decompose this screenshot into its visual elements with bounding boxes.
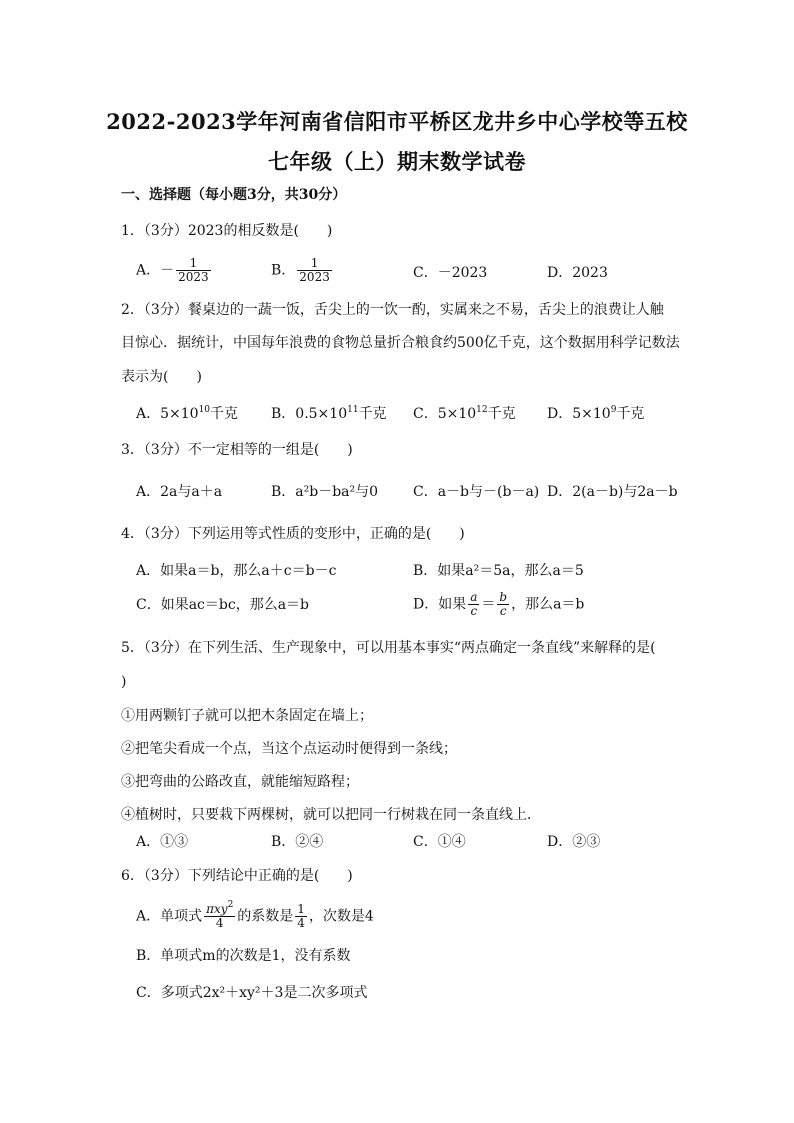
question-5-item-4: ④植树时，只要栽下两棵树，就可以把同一行树栽在同一条直线上． xyxy=(121,807,541,823)
question-3-option-d: D．2(a－b)与2a－b xyxy=(547,484,678,500)
question-4-option-a: A．如果a＝b，那么a＋c＝b－c xyxy=(136,563,337,579)
question-6-option-b: B．单项式m的次数是1，没有系数 xyxy=(136,948,351,964)
question-4-stem: 4．（3分）下列运用等式性质的变形中，正确的是( ) xyxy=(121,526,465,542)
question-3-option-a: A．2a与a＋a xyxy=(136,484,223,500)
question-1-option-a: A．－ $\frac{1}{2023}$ xyxy=(136,256,209,284)
question-4-option-d: D．如果 $\frac{a}{c}$ ＝ $\frac{b}{c}$ ，那么a＝b xyxy=(413,590,585,618)
question-5-stem-line1: 5．（3分）在下列生活、生产现象中，可以用基本事实“两点确定一条直线”来解释的是( xyxy=(121,640,656,656)
question-6-option-c: C．多项式2x²＋xy²＋3是二次多项式 xyxy=(136,985,368,1001)
question-2-stem-line3: 表示为( ) xyxy=(121,369,202,385)
question-3-stem: 3．（3分）不一定相等的一组是( ) xyxy=(121,442,353,458)
question-5-item-1: ①用两颗钉子就可以把木条固定在墙上； xyxy=(121,708,373,724)
question-2-option-d: D．$5\times 10^9$千克 xyxy=(547,405,645,422)
question-2-option-c: C．$5\times 10^{12}$千克 xyxy=(413,405,516,422)
question-6-stem: 6．（3分）下列结论中正确的是( ) xyxy=(121,868,353,884)
question-1-option-b: B． $\frac{1}{2023}$ xyxy=(271,256,330,284)
question-5-stem-line2: ) xyxy=(121,674,127,690)
question-5-option-c: C．①④ xyxy=(413,834,466,850)
question-5-item-2: ②把笔尖看成一个点，当这个点运动时便得到一条线； xyxy=(121,741,457,757)
question-5-item-3: ③把弯曲的公路改直，就能缩短路程； xyxy=(121,774,359,790)
question-5-option-a: A．①③ xyxy=(136,834,189,850)
question-1-option-c: C．－2023 xyxy=(413,265,488,281)
section-heading: 一、选择题（每小题3分，共30分） xyxy=(121,187,347,203)
exam-title-line2: 七年级（上）期末数学试卷 xyxy=(268,149,526,174)
question-1-option-d: D．2023 xyxy=(547,265,608,281)
exam-title-line1: 2022-2023学年河南省信阳市平桥区龙井乡中心学校等五校 xyxy=(106,109,688,134)
question-4-option-c: C．如果ac＝bc，那么a＝b xyxy=(136,597,310,613)
question-1-stem: 1．（3分）2023的相反数是( ) xyxy=(121,223,333,239)
question-5-option-b: B．②④ xyxy=(271,834,324,850)
question-2-option-a: A．$5\times 10^{10}$千克 xyxy=(136,405,239,422)
question-3-option-b: B．a²b－ba²与0 xyxy=(271,484,379,500)
question-2-option-b: B．$0.5\times 10^{11}$千克 xyxy=(271,405,387,422)
question-2-stem-line1: 2．（3分）餐桌边的一蔬一饭，舌尖上的一饮一酌，实属来之不易，舌尖上的浪费让人触 xyxy=(121,302,664,318)
question-3-option-c: C．a－b与－(b－a) xyxy=(413,484,540,500)
question-2-stem-line2: 目惊心．据统计，中国每年浪费的食物总量折合粮食约500亿千克，这个数据用科学记数法 xyxy=(121,335,680,351)
question-5-option-d: D．②③ xyxy=(547,834,601,850)
question-4-option-b: B．如果a²＝5a，那么a＝5 xyxy=(413,563,584,579)
question-6-option-a: A．单项式 $\frac{\pi xy^2}{4}$ 的系数是 $\frac{1}{4}$ ，次数是4 xyxy=(136,900,374,930)
